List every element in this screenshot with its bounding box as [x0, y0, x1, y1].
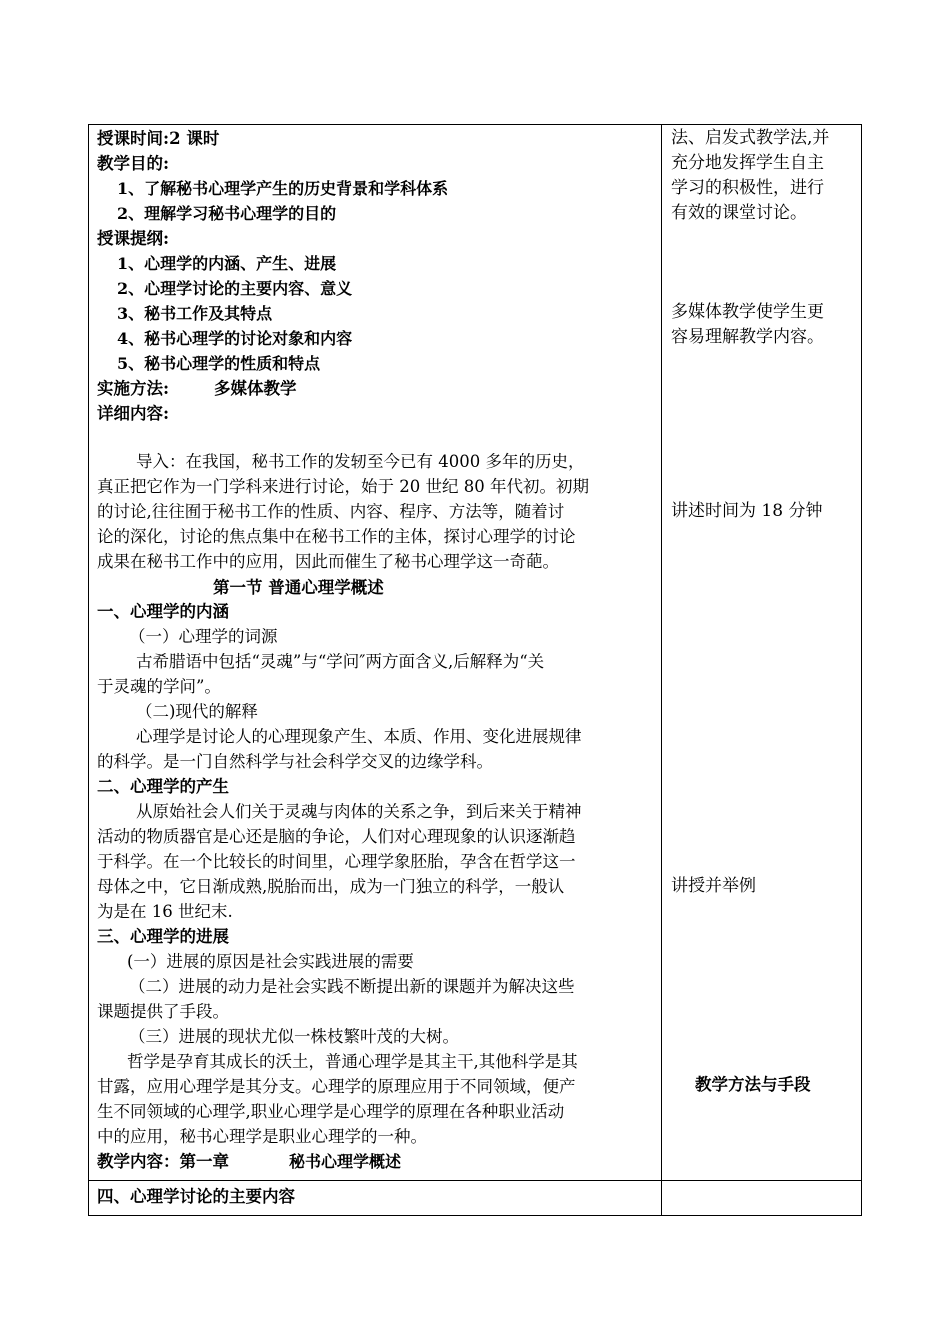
- row-divider: [89, 1180, 861, 1181]
- intro-line: 真正把它作为一门学科来进行讨论，始于 20 世纪 80 年代初。初期: [97, 477, 589, 496]
- list-item: （二）进展的动力是社会实践不断提出新的课题并为解决这些: [129, 977, 575, 996]
- purpose-item: 2、理解学习秘书心理学的目的: [117, 204, 337, 223]
- outline-item: 1、心理学的内涵、产生、进展: [117, 254, 337, 273]
- heading-3: 三、心理学的进展: [97, 927, 229, 946]
- purpose-item: 1、了解秘书心理学产生的历史背景和学科体系: [117, 179, 449, 198]
- paragraph-line: 心理学是讨论人的心理现象产生、本质、作用、变化进展规律: [136, 727, 582, 746]
- outline-item: 3、秘书工作及其特点: [117, 304, 273, 323]
- heading-1: 一、心理学的内涵: [97, 602, 229, 621]
- detail-title: 详细内容:: [97, 404, 170, 423]
- intro-line: 的讨论,往往囿于秘书工作的性质、内容、程序、方法等，随着讨: [97, 502, 565, 521]
- note-line: 有效的课堂讨论。: [671, 203, 807, 223]
- list-item: （三）进展的现状尤似一株枝繁叶茂的大树。: [129, 1027, 459, 1046]
- outline-item: 4、秘书心理学的讨论对象和内容: [117, 329, 353, 348]
- note-line: 讲述时间为 18 分钟: [671, 501, 823, 521]
- outline-item: 5、秘书心理学的性质和特点: [117, 354, 321, 373]
- note-line: 充分地发挥学生自主: [671, 153, 824, 173]
- list-item: (一）进展的原因是社会实践进展的需要: [127, 952, 414, 971]
- method-value: 多媒体教学: [214, 379, 297, 398]
- content-label: 教学内容：第一章: [97, 1152, 229, 1171]
- purpose-title: 教学目的:: [97, 154, 170, 173]
- content-value: 秘书心理学概述: [289, 1152, 402, 1171]
- list-item: 课题提供了手段。: [97, 1002, 229, 1021]
- paragraph-line: 甘露，应用心理学是其分支。心理学的原理应用于不同领域，便产: [97, 1077, 576, 1096]
- paragraph-line: 的科学。是一门自然科学与社会科学交叉的边缘学科。: [97, 752, 493, 771]
- paragraph-line: 从原始社会人们关于灵魂与肉体的关系之争，到后来关于精神: [136, 802, 582, 821]
- intro-line: 成果在秘书工作中的应用，因此而催生了秘书心理学这一奇葩。: [97, 552, 559, 571]
- intro-line: 论的深化，讨论的焦点集中在秘书工作的主体，探讨心理学的讨论: [97, 527, 576, 546]
- paragraph-line: 哲学是孕育其成长的沃土，普通心理学是其主干,其他科学是其: [127, 1052, 578, 1071]
- paragraph-line: 活动的物质器官是心还是脑的争论，人们对心理现象的认识逐渐趋: [97, 827, 576, 846]
- paragraph-line: 母体之中，它日渐成熟,脱胎而出，成为一门独立的科学，一般认: [97, 877, 565, 896]
- intro-line: 导入：在我国，秘书工作的发轫至今已有 4000 多年的历史，: [136, 452, 585, 471]
- note-line: 多媒体教学使学生更: [671, 302, 824, 322]
- paragraph-line: 中的应用，秘书心理学是职业心理学的一种。: [97, 1127, 427, 1146]
- column-divider: [661, 125, 662, 1215]
- paragraph-line: 为是在 16 世纪末.: [97, 902, 233, 921]
- note-line: 容易理解教学内容。: [671, 327, 824, 347]
- paragraph-line: 于灵魂的学问”。: [97, 677, 221, 696]
- paragraph-line: 于科学。在一个比较长的时间里，心理学象胚胎，孕含在哲学这一: [97, 852, 576, 871]
- subheading: （二)现代的解释: [136, 702, 258, 721]
- paragraph-line: 生不同领域的心理学,职业心理学是心理学的原理在各种职业活动: [97, 1102, 565, 1121]
- heading-2: 二、心理学的产生: [97, 777, 229, 796]
- paragraph-line: 古希腊语中包括“灵魂”与“学问″两方面含义,后解释为“关: [136, 652, 545, 671]
- method-heading: 教学方法与手段: [695, 1075, 811, 1094]
- section-title: 第一节 普通心理学概述: [213, 578, 384, 597]
- bottom-row-heading: 四、心理学讨论的主要内容: [97, 1187, 295, 1206]
- subheading: （一）心理学的词源: [129, 627, 278, 646]
- note-line: 法、启发式教学法,并: [671, 128, 830, 148]
- note-line: 学习的积极性，进行: [671, 178, 824, 198]
- outline-title: 授课提纲:: [97, 229, 170, 248]
- method-label: 实施方法:: [97, 379, 170, 398]
- note-line: 讲授并举例: [671, 876, 756, 896]
- lesson-time: 授课时间:2 课时: [97, 129, 220, 148]
- outline-item: 2、心理学讨论的主要内容、意义: [117, 279, 353, 298]
- lesson-table: [88, 124, 862, 1216]
